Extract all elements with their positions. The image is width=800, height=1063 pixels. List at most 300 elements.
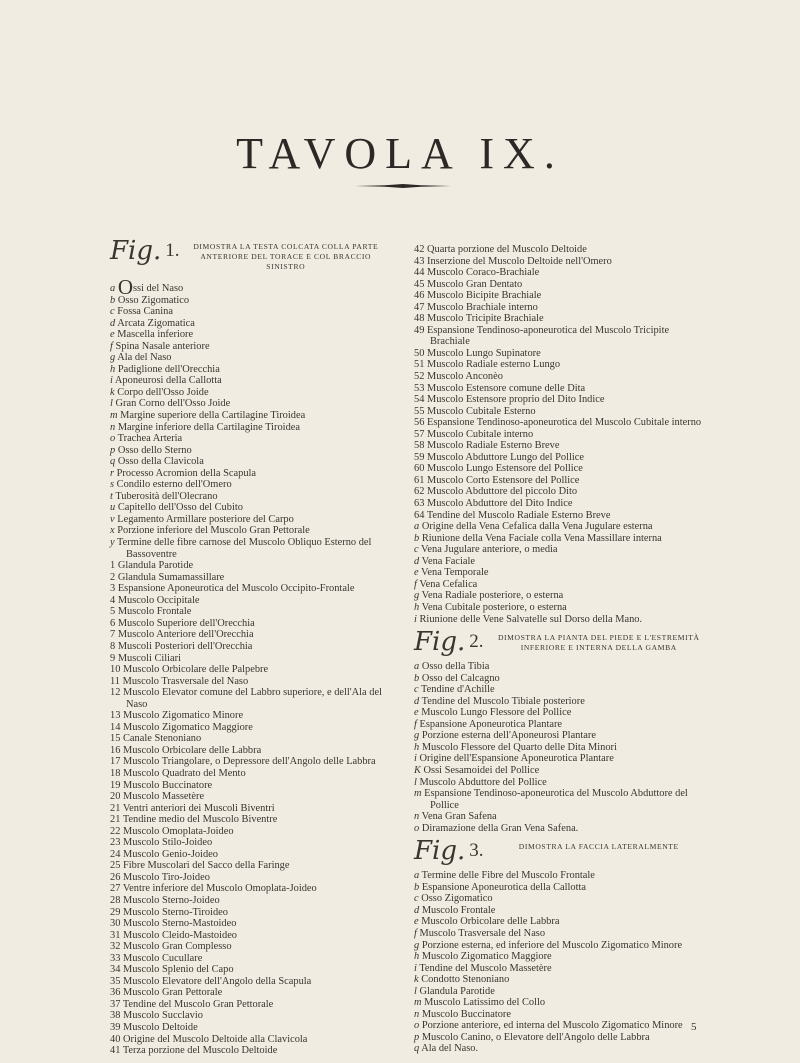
legend-entry: [110, 572, 382, 584]
legend-key: 35: [110, 975, 121, 987]
legend-entry: [110, 364, 382, 376]
legend-text: Muscolo Tiro-Joideo: [123, 871, 210, 883]
legend-key: r: [110, 467, 115, 479]
legend-entry: [414, 823, 704, 835]
legend-entry: [414, 730, 704, 742]
legend-entry: [110, 964, 382, 976]
legend-entry: [414, 579, 704, 591]
legend-entry: [414, 777, 704, 789]
legend-text: Muscolo Orbicolare delle Palpebre: [123, 664, 269, 676]
legend-key: t: [110, 490, 113, 502]
legend-key: 45: [414, 278, 425, 290]
legend-text: Espansione Aponeurotica del Muscolo Occipito-Frontale: [117, 583, 355, 595]
legend-entry: [414, 267, 704, 279]
legend-entry: [110, 780, 382, 792]
legend-text: Tendine del Muscolo Massetère: [419, 962, 552, 974]
fig1-legend-continued: [414, 244, 704, 625]
legend-entry: [414, 940, 704, 952]
legend-text: Osso della Tibia: [421, 661, 490, 673]
legend-entry: [110, 687, 382, 710]
legend-text: Porzione esterna, ed inferiore del Muscolo Zigomatico Minore: [421, 939, 683, 951]
legend-text: Espansione Tendinoso-aponeurotica del Muscolo Tricipite Brachiale: [427, 324, 670, 348]
legend-text: Espansione Tendinoso-aponeurotica del Muscolo Cubitale interno: [427, 417, 702, 429]
legend-entry: [110, 803, 382, 815]
legend-entry: [414, 893, 704, 905]
legend-entry: [414, 997, 704, 1009]
legend-key: n: [110, 421, 116, 433]
legend-entry: [414, 463, 704, 475]
legend-entry: [414, 684, 704, 696]
legend-text: Termine delle Fibre del Muscolo Frontale: [421, 870, 595, 882]
legend-entry: [414, 440, 704, 452]
legend-key: b: [414, 672, 420, 684]
legend-text: Processo Acromion della Scapula: [116, 467, 257, 479]
legend-entry: [110, 318, 382, 330]
legend-entry: [110, 653, 382, 665]
legend-key: h: [414, 741, 420, 753]
legend-entry: [414, 290, 704, 302]
legend-text: Tendine del Muscolo Gran Pettorale: [122, 998, 274, 1010]
legend-key: u: [110, 502, 116, 514]
legend-entry: [110, 629, 382, 641]
legend-key: b: [414, 532, 420, 544]
legend-key: 17: [110, 756, 121, 768]
legend-text: Ventri anteriori dei Muscoli Biventri: [122, 802, 275, 814]
fig3-label: Fig.: [414, 836, 466, 867]
legend-entry: [414, 916, 704, 928]
legend-text: Muscolo Stilo-Joideo: [123, 837, 213, 849]
legend-key: c: [414, 684, 419, 696]
legend-text: Muscolo Deltoide: [123, 1022, 198, 1033]
legend-key: 3: [110, 583, 116, 595]
legend-text: Fossa Canina: [117, 306, 173, 318]
legend-text: Muscolo Anteriore dell'Orecchia: [117, 629, 254, 641]
legend-entry: [110, 791, 382, 803]
legend-key: 47: [414, 301, 425, 313]
legend-text: Muscolo Gran Complesso: [123, 941, 232, 953]
legend-key: l: [414, 776, 417, 788]
legend-entry: [414, 244, 704, 256]
legend-text: Condotto Stenoniano: [421, 974, 510, 986]
legend-text: Tendine del Muscolo Radiale Esterno Breve: [426, 509, 611, 521]
legend-key: f: [414, 927, 417, 939]
legend-key: f: [414, 578, 417, 590]
legend-key: h: [110, 363, 116, 375]
legend-text: Quarta porzione del Muscolo Deltoide: [427, 244, 587, 255]
legend-entry: [110, 445, 382, 457]
legend-key: e: [414, 916, 419, 928]
legend-text: Muscolo Massetère: [123, 791, 205, 803]
legend-entry: [414, 406, 704, 418]
legend-key: 15: [110, 733, 121, 745]
legend-entry: [110, 907, 382, 919]
legend-key: 14: [110, 721, 121, 733]
legend-text: Muscolo Splenio del Capo: [123, 964, 234, 976]
legend-entry: [110, 583, 382, 595]
legend-key: 64: [414, 509, 425, 521]
legend-entry: [414, 394, 704, 406]
fig2-label: Fig.: [414, 627, 466, 658]
legend-key: 44: [414, 267, 425, 279]
legend-text: Vena Gran Safena: [421, 811, 497, 823]
legend-text: Muscolo Cleido-Mastoideo: [123, 929, 237, 941]
legend-text: Tendine del Muscolo Tibiale posteriore: [421, 695, 585, 707]
legend-key: 6: [110, 617, 116, 629]
legend-text: Origine del Muscolo Deltoide alla Clavicola: [123, 1033, 308, 1045]
legend-key: 25: [110, 860, 121, 872]
legend-text: Muscolo Cucullare: [123, 952, 203, 964]
legend-entry: [110, 733, 382, 745]
legend-text: Vena Temporale: [421, 567, 489, 579]
legend-entry: [414, 279, 704, 291]
legend-entry: [110, 456, 382, 468]
legend-text: Legamento Armillare posteriore del Carpo: [117, 513, 294, 525]
legend-key: d: [414, 555, 420, 567]
legend-key: k: [414, 974, 419, 986]
legend-key: q: [414, 1043, 420, 1055]
legend-text: Muscolo Occipitale: [117, 594, 200, 606]
legend-key: k: [110, 386, 115, 398]
legend-entry: [414, 256, 704, 268]
legend-text: Muscolo Zigomatico Minore: [123, 710, 244, 722]
legend-key: e: [414, 567, 419, 579]
legend-entry: [110, 895, 382, 907]
legend-entry: [110, 295, 382, 307]
legend-entry: [414, 533, 704, 545]
legend-key: a: [414, 661, 420, 673]
legend-text: Muscolo Zigomatico Maggiore: [123, 721, 253, 733]
legend-key: o: [110, 433, 116, 445]
legend-entry: [110, 606, 382, 618]
legend-text: Muscolo Radiale Esterno Breve: [427, 440, 560, 452]
legend-key: i: [110, 375, 113, 387]
legend-text: Termine delle fibre carnose del Muscolo Obliquo Esterno del Bassoventre: [117, 537, 372, 560]
legend-entry: [110, 676, 382, 688]
legend-key: d: [414, 904, 420, 916]
legend-entry: [414, 1043, 704, 1055]
legend-text: Osso Zigomatico: [117, 294, 190, 306]
legend-text: Vena Jugulare anteriore, o media: [421, 544, 558, 556]
legend-text: Margine superiore della Cartilagine Tiroidea: [120, 410, 306, 422]
legend-text: Muscolo Estensore comune delle Dita: [427, 382, 586, 394]
legend-entry: [110, 479, 382, 491]
fig1-legend: [110, 275, 382, 1057]
legend-key: 28: [110, 894, 121, 906]
legend-key: e: [414, 707, 419, 719]
legend-key: 12: [110, 687, 121, 699]
legend-text: Trachea Arteria: [117, 433, 183, 445]
legend-text: Muscolo Trasversale del Naso: [122, 675, 249, 687]
legend-key: e: [110, 329, 115, 341]
legend-entry: [110, 491, 382, 503]
legend-entry: [110, 422, 382, 434]
legend-text: Muscolo Gran Dentato: [427, 278, 523, 290]
legend-text: Muscolo Genio-Joideo: [123, 848, 218, 860]
legend-entry: [110, 722, 382, 734]
legend-key: 21: [110, 814, 121, 826]
legend-text: Muscolo Elevator comune del Labbro superiore, e dell'Ala del Naso: [123, 687, 382, 710]
legend-key: 49: [414, 324, 425, 336]
legend-text: Muscolo Orbicolare delle Labbra: [421, 916, 560, 928]
legend-text: Origine della Vena Cefalica dalla Vena Jugulare esterna: [421, 521, 653, 533]
legend-entry: [110, 1045, 382, 1057]
legend-key: i: [414, 613, 417, 625]
legend-key: l: [414, 985, 417, 997]
legend-text: Muscolo Cubitale Esterno: [427, 405, 536, 417]
legend-entry: [110, 306, 382, 318]
legend-text: Muscolo Sterno-Joideo: [123, 894, 220, 906]
legend-text: Muscolo Superiore dell'Orecchia: [117, 617, 255, 629]
legend-key: K: [414, 764, 421, 776]
legend-entry: [110, 710, 382, 722]
legend-key: 57: [414, 428, 425, 440]
legend-text: Espansione Tendinoso-aponeurotica del Muscolo Abduttore del Pollice: [424, 788, 688, 811]
legend-key: c: [414, 893, 419, 905]
legend-entry: [110, 329, 382, 341]
legend-text: Muscolo Abduttore del Dito Indice: [427, 498, 573, 510]
fig1-number: 1.: [165, 240, 180, 261]
legend-key: g: [414, 590, 420, 602]
legend-text: Riunione delle Vene Salvatelle sul Dorso della Mano.: [419, 613, 643, 625]
legend-text: Muscolo Omoplata-Joideo: [123, 825, 234, 837]
legend-entry: [110, 560, 382, 572]
legend-key: 38: [110, 1010, 121, 1022]
legend-entry: [110, 341, 382, 353]
legend-key: b: [414, 881, 420, 893]
legend-key: 13: [110, 710, 121, 722]
legend-entry: [414, 707, 704, 719]
legend-text: Muscolo Quadrato del Mento: [123, 767, 246, 779]
legend-entry: [414, 371, 704, 383]
legend-text: Porzione anteriore, ed interna del Muscolo Zigomatico Minore: [421, 1020, 683, 1032]
legend-key: c: [110, 306, 115, 318]
legend-key: 52: [414, 371, 425, 383]
legend-text: Muscolo Frontale: [421, 904, 496, 916]
legend-entry: [110, 468, 382, 480]
legend-entry: [414, 673, 704, 685]
fig2-number: 2.: [469, 631, 484, 653]
legend-text: Muscoli Ciliari: [117, 652, 182, 664]
legend-text: Muscolo Flessore del Quarto delle Dita Minori: [421, 741, 617, 753]
legend-entry: [110, 826, 382, 838]
legend-key: p: [414, 1031, 420, 1043]
legend-key: d: [110, 317, 116, 329]
legend-key: 27: [110, 883, 121, 895]
legend-text: Osso dello Sterno: [117, 444, 192, 456]
legend-entry: [110, 814, 382, 826]
legend-text: Osso Zigomatico: [421, 893, 493, 905]
legend-key: 53: [414, 382, 425, 394]
legend-key: 54: [414, 394, 425, 406]
legend-text: Muscolo Coraco-Brachiale: [427, 267, 540, 279]
legend-entry: [110, 618, 382, 630]
legend-key: a: [414, 870, 420, 882]
legend-key: 34: [110, 964, 121, 976]
legend-text: Muscolo Lungo Estensore del Pollice: [427, 463, 583, 475]
legend-key: n: [414, 1008, 420, 1020]
legend-text: Glandula Parotide: [419, 985, 495, 997]
legend-entry: [110, 433, 382, 445]
legend-text: Muscolo Succlavio: [123, 1010, 203, 1022]
legend-entry: [110, 375, 382, 387]
legend-key: d: [414, 695, 420, 707]
legend-key: 55: [414, 405, 425, 417]
legend-entry: [414, 544, 704, 556]
legend-text: Muscolo Latissimo del Collo: [424, 997, 546, 1009]
legend-entry: [110, 768, 382, 780]
legend-text: Canale Stenoniano: [123, 733, 202, 745]
legend-key: g: [414, 730, 420, 742]
legend-entry: [110, 525, 382, 537]
legend-key: v: [110, 513, 115, 525]
legend-key: 21: [110, 802, 121, 814]
legend-text: Glandula Sumamassillare: [117, 571, 225, 583]
legend-text: Porzione esterna dell'Aponeurosi Plantare: [421, 730, 596, 742]
fig3-heading: [414, 836, 704, 867]
legend-text: Gran Corno dell'Osso Joide: [115, 398, 231, 410]
legend-text: Muscolo Trasversale del Naso: [419, 927, 546, 939]
legend-text: Muscolo Orbicolare delle Labbra: [123, 744, 262, 756]
legend-entry: [414, 313, 704, 325]
legend-key: 59: [414, 451, 425, 463]
legend-key: 30: [110, 918, 121, 930]
legend-entry: [414, 1032, 704, 1044]
legend-text: Muscolo Sterno-Tiroideo: [123, 906, 228, 918]
legend-entry: [414, 325, 704, 348]
legend-entry: [414, 986, 704, 998]
legend-text: Muscolo Buccinatore: [123, 779, 213, 791]
legend-entry: [414, 974, 704, 986]
legend-key: c: [414, 544, 419, 556]
legend-entry: [110, 514, 382, 526]
legend-key: y: [110, 537, 115, 549]
legend-key: 2: [110, 571, 116, 583]
legend-entry: [414, 742, 704, 754]
legend-key: 23: [110, 837, 121, 849]
legend-key: 33: [110, 952, 121, 964]
legend-key: o: [414, 822, 420, 834]
legend-key: 4: [110, 594, 116, 606]
legend-text: Vena Faciale: [421, 555, 475, 567]
legend-text: Ossi del Naso: [117, 275, 184, 299]
legend-text: Muscolo Brachiale interno: [427, 301, 538, 313]
legend-text: Ala del Naso: [117, 352, 172, 364]
right-column: [414, 244, 704, 1055]
legend-key: 36: [110, 987, 121, 999]
legend-entry: [110, 398, 382, 410]
legend-key: 31: [110, 929, 121, 941]
legend-text: Origine dell'Espansione Aponeurotica Plantare: [419, 753, 614, 765]
legend-key: 32: [110, 941, 121, 953]
legend-entry: [110, 837, 382, 849]
legend-text: Muscolo Radiale esterno Lungo: [427, 359, 561, 371]
legend-key: 1: [110, 560, 116, 572]
legend-key: 40: [110, 1033, 121, 1045]
legend-key: 16: [110, 744, 121, 756]
legend-entry: [414, 452, 704, 464]
legend-key: 63: [414, 498, 425, 510]
legend-key: i: [414, 962, 417, 974]
legend-text: Diramazione della Gran Vena Safena.: [421, 822, 579, 834]
legend-text: Osso del Calcagno: [421, 672, 500, 684]
legend-entry: [110, 953, 382, 965]
legend-key: 29: [110, 906, 121, 918]
legend-text: Muscolo Cubitale interno: [427, 428, 534, 440]
legend-entry: [110, 502, 382, 514]
legend-text: Muscolo Anconèo: [427, 371, 503, 383]
legend-text: Vena Cubitale posteriore, o esterna: [421, 601, 567, 613]
legend-key: 19: [110, 779, 121, 791]
legend-text: Muscolo Abduttore del Pollice: [419, 776, 547, 788]
legend-key: 58: [414, 440, 425, 452]
legend-key: 20: [110, 791, 121, 803]
legend-text: Osso della Clavicola: [117, 456, 204, 468]
left-column: [110, 236, 382, 1057]
legend-key: h: [414, 951, 420, 963]
legend-key: g: [110, 352, 116, 364]
legend-text: Muscolo Abduttore Lungo del Pollice: [427, 451, 584, 463]
legend-key: 9: [110, 652, 116, 664]
legend-text: Corpo dell'Osso Joide: [117, 386, 209, 398]
legend-entry: [110, 987, 382, 999]
legend-entry: [414, 614, 704, 626]
legend-text: Espansione Aponeurotica della Callotta: [421, 881, 586, 893]
legend-key: a: [414, 521, 420, 533]
legend-text: Ventre inferiore del Muscolo Omoplata-Joideo: [122, 883, 317, 895]
legend-text: Fibre Muscolari del Sacco della Faringe: [123, 860, 290, 872]
legend-key: h: [414, 601, 420, 613]
legend-text: Muscolo Elevatore dell'Angolo della Scapula: [123, 975, 312, 987]
legend-entry: [414, 417, 704, 429]
legend-text: Vena Radiale posteriore, o esterna: [421, 590, 564, 602]
ornamental-rule: [355, 184, 451, 188]
legend-text: Muscolo Triangolare, o Depressore dell'Angolo delle Labbra: [123, 756, 376, 768]
legend-key: x: [110, 525, 115, 537]
legend-entry: [414, 510, 704, 522]
legend-key: m: [414, 997, 422, 1009]
legend-entry: [414, 486, 704, 498]
legend-entry: [414, 882, 704, 894]
legend-entry: [414, 928, 704, 940]
legend-text: Padiglione dell'Orecchia: [117, 363, 220, 375]
legend-key: p: [110, 444, 116, 456]
legend-entry: [414, 567, 704, 579]
legend-entry: [414, 951, 704, 963]
legend-entry: [414, 661, 704, 673]
legend-key: 10: [110, 664, 121, 676]
legend-key: n: [414, 811, 420, 823]
legend-text: Muscolo Zigomatico Maggiore: [421, 951, 552, 963]
legend-entry: [110, 918, 382, 930]
legend-entry: [414, 383, 704, 395]
legend-entry: [110, 537, 382, 560]
legend-text: Tendine d'Achille: [421, 684, 495, 696]
fig2-description: DIMOSTRA LA PIANTA DEL PIEDE E L'ESTREMITÀ INFERIORE E INTERNA DELLA GAMBA: [497, 633, 700, 653]
legend-text: Muscolo Estensore proprio del Dito Indice: [427, 394, 605, 406]
legend-text: Muscolo Sterno-Mastoideo: [123, 918, 237, 930]
legend-entry: [110, 976, 382, 988]
legend-text: Ossi Sesamoidei del Pollice: [423, 764, 540, 776]
legend-key: a: [110, 283, 116, 294]
legend-text: Tendine medio del Muscolo Biventre: [122, 814, 278, 826]
legend-text: Muscolo Canino, o Elevatore dell'Angolo delle Labbra: [421, 1031, 650, 1043]
legend-entry: [414, 498, 704, 510]
legend-text: Arcata Zigomatica: [117, 317, 195, 329]
legend-entry: [414, 788, 704, 811]
legend-entry: [414, 302, 704, 314]
legend-text: Tuberosità dell'Olecrano: [115, 490, 218, 502]
legend-text: Muscoli Posteriori dell'Orecchia: [117, 640, 253, 652]
